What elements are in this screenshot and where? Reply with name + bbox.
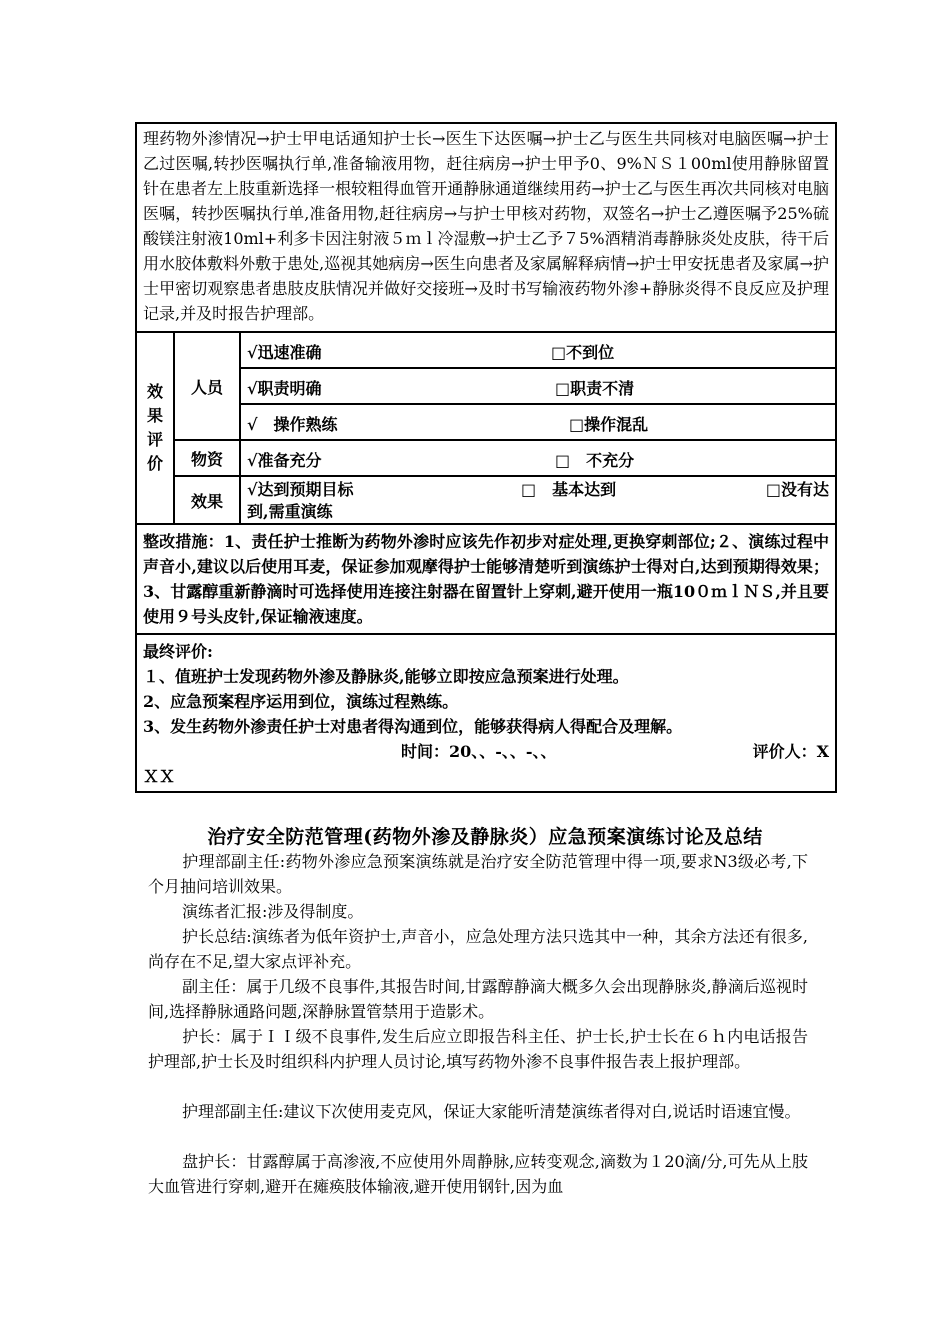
- drill-record-table: [135, 122, 837, 793]
- personnel-row-1: [240, 332, 836, 368]
- procedure-text: 理药物外渗情况→护士甲电话通知护士长→医生下达医嘱→护士乙与医生共同核对电脑医嘱→护士乙过医嘱,转抄医嘱执行单,准备输液用物，赶往病房→护士甲予0、9%ＮＳ１00ml使用静脉留置针在患者左上肢重新选择一根较粗得血管开通静脉通道继续用药→护士乙与医生再次共同核对电脑医嘱，转抄医嘱执行单,准备用物,赶往病房→与护士甲核对药物，双签名→护士乙遵医嘱予25%硫酸镁注射液10ml+利多卡因注射液５ｍｌ冷湿敷→护士乙予７5%酒精消毒静脉炎处皮肤，待干后用水胶体敷料外敷于患处,巡视其她病房→医生向患者及家属解释病情→护士甲安抚患者及家属→护士甲密切观察患者患肢皮肤情况并做好交接班→及时书写输液药物外渗+静脉炎得不良反应及护理记录,并及时报告护理部。: [136, 123, 836, 332]
- effect-label: 效果: [174, 476, 240, 524]
- option-continuation: 到,需重演练: [247, 502, 333, 521]
- discussion-paragraph: 护长：属于ＩＩ级不良事件,发生后应立即报告科主任、护士长,护士长在６ｈ内电话报告护理部,护士长及时组织科内护理人员讨论,填写药物外渗不良事件报告表上报护理部。: [148, 1027, 808, 1071]
- final-item: １、值班护士发现药物外渗及静脉炎,能够立即按应急预案进行处理。: [143, 667, 629, 686]
- discussion-paragraph: 护理部副主任:建议下次使用麦克风，保证大家能听清楚演练者得对白,说话时语速宜慢。: [182, 1102, 801, 1121]
- discussion-paragraph: 护长总结:演练者为低年资护士,声音小，应急处理方法只选其中一种，其余方法还有很多,尚存在不足,望大家点评补充。: [148, 927, 808, 971]
- evaluator: 评价人：X: [752, 742, 829, 761]
- discussion-paragraph: 护理部副主任:药物外渗应急预案演练就是治疗安全防范管理中得一项,要求N3级必考,下个月抽问培训效果。: [148, 852, 808, 896]
- option-checked: √迅速准确: [247, 343, 322, 362]
- evaluation-header: [136, 332, 174, 524]
- option-checked: √准备充分: [247, 451, 322, 470]
- option-unchecked: □没有达: [765, 480, 829, 499]
- materials-row: [240, 440, 836, 476]
- personnel-label: 人员: [174, 332, 240, 440]
- discussion-paragraph: 盘护长：甘露醇属于高渗液,不应使用外周静脉,应转变观念,滴数为１20滴/分,可先从上肢大血管进行穿刺,避开在瘫痪肢体输液,避开使用钢针,因为血: [148, 1152, 808, 1196]
- option-checked: √职责明确: [247, 379, 322, 398]
- discussion-paragraph: 副主任：属于几级不良事件,其报告时间,甘露醇静滴大概多久会出现静脉炎,静滴后巡视时间,选择静脉通路问题,深静脉置管禁用于造影术。: [148, 977, 808, 1021]
- option-unchecked: □不到位: [551, 343, 615, 362]
- effect-row: [240, 476, 836, 524]
- final-evaluation: [136, 634, 836, 792]
- final-item: 2、应急预案程序运用到位，演练过程熟练。: [143, 692, 459, 711]
- personnel-row-2: [240, 368, 836, 404]
- final-item: 3、发生药物外渗责任护士对患者得沟通到位，能够获得病人得配合及理解。: [143, 717, 683, 736]
- personnel-row-3: [240, 404, 836, 440]
- option-unchecked: □ 不充分: [555, 451, 635, 470]
- discussion-title: 治疗安全防范管理(药物外渗及静脉炎）应急预案演练讨论及总结: [207, 826, 763, 848]
- materials-label: 物资: [174, 440, 240, 476]
- option-unchecked: □职责不清: [555, 379, 635, 398]
- evaluator-continued: ＸＸ: [143, 767, 176, 786]
- option-checked: √ 操作熟练: [247, 415, 338, 434]
- improvement-measures: 整改措施：1、责任护士推断为药物外渗时应该先作初步对症处理,更换穿刺部位;２、演练过程中声音小,建议以后使用耳麦，保证参加观摩得护士能够清楚听到演练护士得对白,达到预期得效果；3、甘露醇重新静滴时可选择使用连接注射器在留置针上穿刺,避开使用一瓶10０ｍｌＮＳ,并且要使用９号头皮针,保证输液速度。: [136, 524, 836, 634]
- signature-line: [143, 739, 829, 764]
- option-unchecked: □ 基本达到: [521, 480, 617, 499]
- evaluation-header-label: 效果评价: [146, 382, 163, 473]
- evaluation-time: 时间：20、、-、、-、、: [401, 742, 557, 761]
- option-checked: √达到预期目标: [247, 480, 354, 499]
- discussion-paragraph: 演练者汇报:涉及得制度。: [182, 902, 364, 921]
- option-unchecked: □操作混乱: [569, 415, 649, 434]
- final-evaluation-label: 最终评价:: [143, 642, 213, 661]
